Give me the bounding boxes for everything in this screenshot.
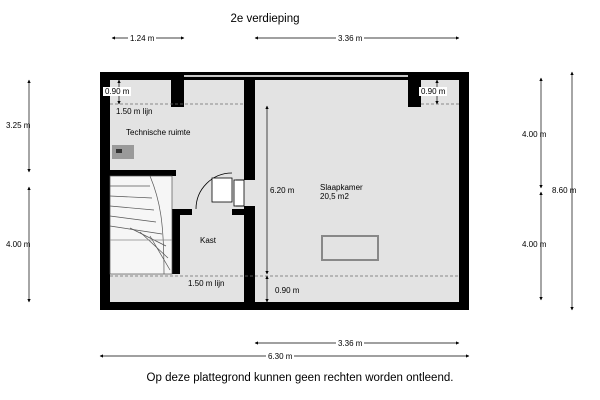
- room-label-technische-ruimte: Technische ruimte: [126, 128, 191, 137]
- boiler-unit: [112, 145, 134, 159]
- line-label-bottom: 1.50 m lijn: [188, 279, 225, 288]
- dim-knee-right: 0.90 m: [421, 87, 446, 96]
- skylight: [322, 236, 378, 260]
- dim-top-left: 1.24 m: [130, 34, 155, 43]
- dim-right-lower: 4.00 m: [522, 240, 547, 249]
- dim-right-total: 8.60 m: [552, 186, 577, 195]
- duct-left: [171, 72, 184, 107]
- dim-right-upper: 4.00 m: [522, 130, 547, 139]
- dim-top-right: 3.36 m: [338, 34, 363, 43]
- dim-bottom-total: 6.30 m: [268, 352, 293, 361]
- door-slaapkamer: [234, 180, 244, 206]
- dim-knee-left: 0.90 m: [105, 87, 130, 96]
- dim-inner-height: 6.20 m: [270, 186, 295, 195]
- line-label-top: 1.50 m lijn: [116, 107, 153, 116]
- dim-left-lower: 4.00 m: [6, 240, 31, 249]
- disclaimer-note: Op deze plattegrond kunnen geen rechten worden ontleend.: [146, 372, 454, 384]
- boiler-panel: [116, 149, 122, 153]
- dim-knee-bottom: 0.90 m: [275, 286, 300, 295]
- room-label-kast: Kast: [200, 236, 217, 245]
- room-label-slaapkamer: Slaapkamer: [320, 183, 363, 192]
- dim-bottom-right: 3.36 m: [338, 339, 363, 348]
- staircase: [110, 176, 172, 274]
- page-title: 2e verdieping: [230, 13, 300, 25]
- room-area-slaapkamer: 20,5 m2: [320, 192, 349, 201]
- dim-left-upper: 3.25 m: [6, 121, 31, 130]
